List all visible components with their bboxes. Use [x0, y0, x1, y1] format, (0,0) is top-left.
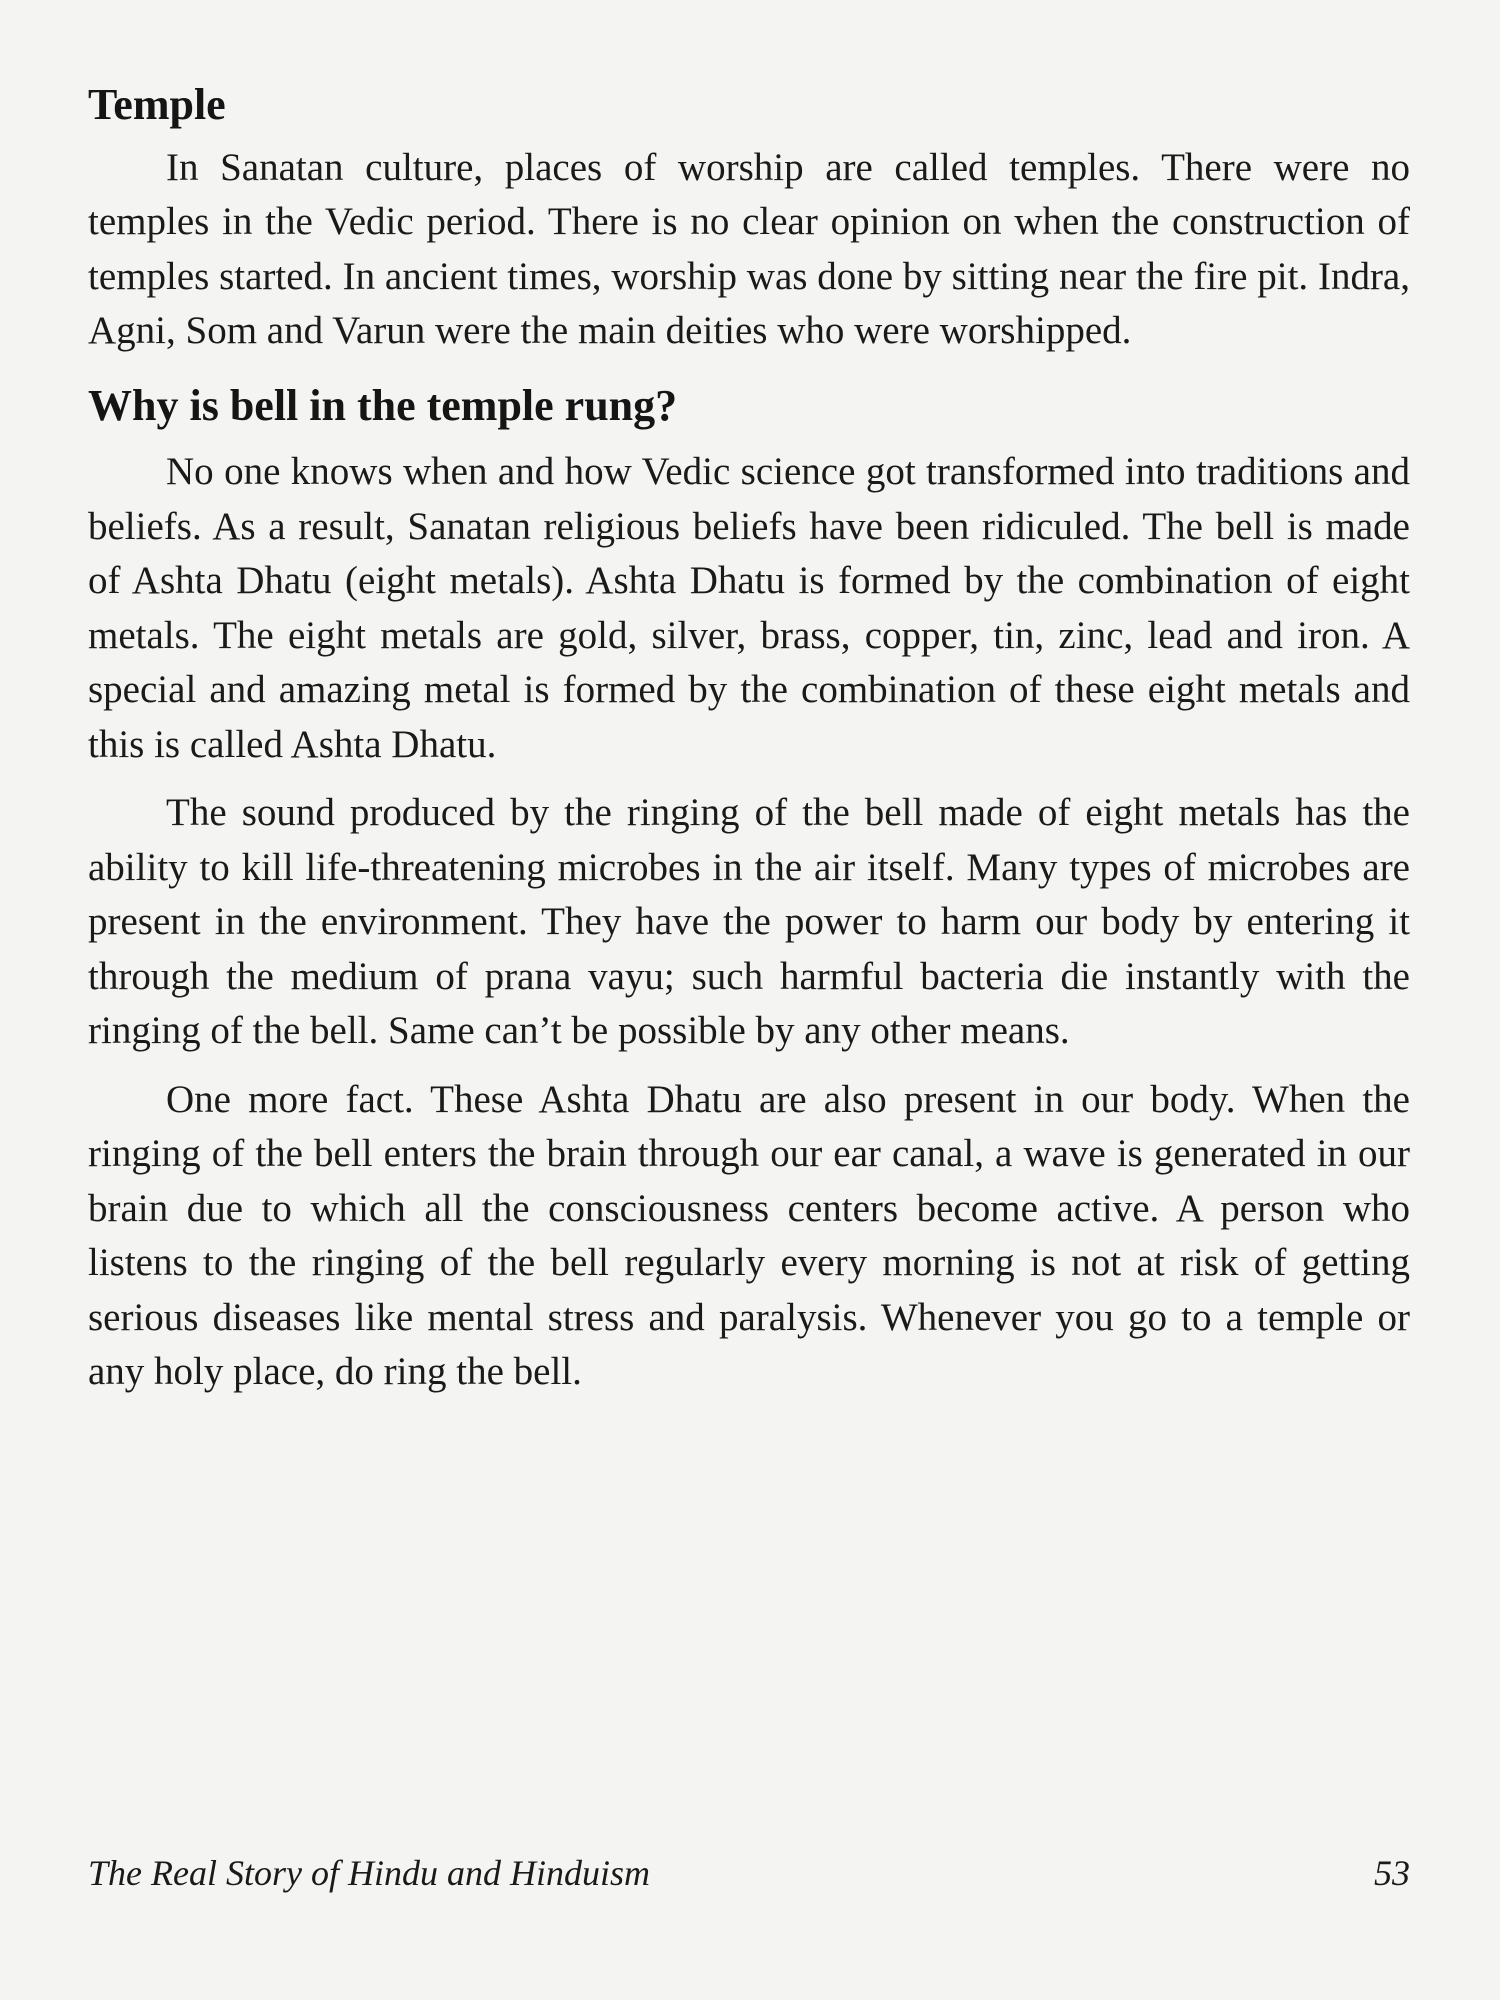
running-footer-book-title: The Real Story of Hindu and Hinduism	[88, 1853, 650, 1893]
paragraph-bell-2: The sound produced by the ringing of the bell made of eight metals has the ability to kill life-threatening microbes in the air itself. Many types of microbes are present in the environment. They have the power to harm our body by entering it through the medium of prana vayu; such harmful bacteria die instantly with the ringing of the bell. Same can’t be possible by any other means.	[88, 791, 1410, 1053]
paragraph-bell-1: No one knows when and how Vedic science got transformed into traditions and beliefs. As a result, Sanatan religious beliefs have been ridiculed. The bell is made of Ashta Dhatu (eight metals). Ashta Dhatu is formed by the combination of eight metals. The eight metals are gold, silver, brass, copper, tin, zinc, lead and iron. A special and amazing metal is formed by the combination of these eight metals and this is called Ashta Dhatu.	[88, 450, 1410, 766]
page-footer	[88, 1852, 1410, 1894]
section-heading-temple: Temple	[88, 80, 226, 129]
show-through-left-margin	[30, 160, 80, 216]
page-number: 53	[1374, 1853, 1410, 1893]
paragraph-temple-1: In Sanatan culture, places of worship are called temples. There were no temples in the Vedic period. There is no clear opinion on when the construction of temples started. In ancient times, worship was done by sitting near the fire pit. Indra, Agni, Som and Varun were the main deities who were worshipped.	[88, 145, 1410, 353]
section-heading-bell: Why is bell in the temple rung?	[88, 380, 678, 430]
page-body	[88, 72, 1410, 1400]
paragraph-bell-3: One more fact. These Ashta Dhatu are also present in our body. When the ringing of the bell enters the brain through our ear canal, a wave is generated in our brain due to which all the consciousness centers become active. A person who listens to the ringing of the bell regularly every morning is not at risk of getting serious diseases like mental stress and paralysis. Whenever you go to a temple or any holy place, do ring the bell.	[88, 1077, 1410, 1394]
